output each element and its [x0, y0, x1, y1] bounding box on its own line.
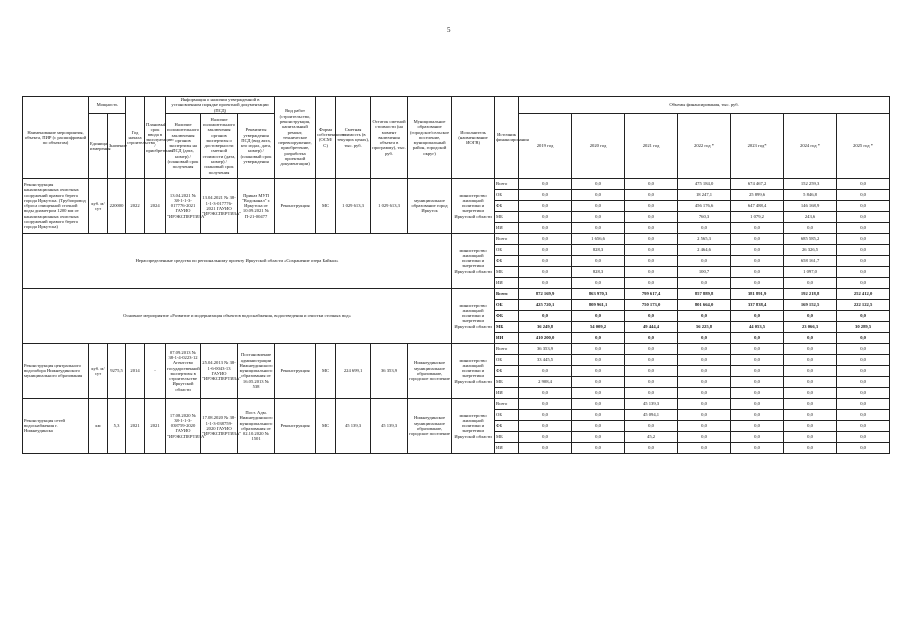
source-label: ИИ: [495, 442, 519, 453]
source-label: Всего: [495, 398, 519, 409]
executor: министерство жилищной политики и энергетики Иркутской области: [452, 178, 495, 233]
start-year: 2022: [126, 178, 145, 233]
funding-value: 799 617,4: [625, 288, 678, 299]
header-year-2021: 2021 год: [625, 113, 678, 178]
header-value: Значение: [108, 113, 126, 178]
header-source: Источник финансирования: [495, 97, 519, 179]
capacity-unit: км: [89, 398, 108, 453]
funding-value: 152 259,3: [784, 178, 837, 189]
funding-value: 0,0: [678, 365, 731, 376]
funding-value: 0,0: [519, 255, 572, 266]
funding-value: 381 891,9: [731, 288, 784, 299]
funding-value: 2 908,4: [519, 376, 572, 387]
capacity-value: 9275,5: [108, 343, 126, 398]
planned-year: -: [145, 343, 166, 398]
header-unit: Единица измерения: [89, 113, 108, 178]
funding-value: 0,0: [837, 332, 890, 343]
header-year-2019: 2019 год: [519, 113, 572, 178]
funding-value: 5 846,8: [784, 189, 837, 200]
funding-value: 0,0: [784, 332, 837, 343]
executor: министерство жилищной политики и энергетики Иркутской области: [452, 288, 495, 343]
funding-value: 2 464,6: [678, 244, 731, 255]
source-label: Всего: [495, 233, 519, 244]
funding-value: 0,0: [784, 376, 837, 387]
funding-value: 0,0: [519, 365, 572, 376]
source-label: МБ: [495, 321, 519, 332]
header-work-type: Вид работ (строительство, реконструкция, капитальный ремонт, техническое перевооружение, приобретение, разработка проектной документации): [275, 97, 316, 179]
source-label: ИИ: [495, 387, 519, 398]
funding-value: 809 961,1: [572, 299, 625, 310]
funding-value: 0,0: [678, 354, 731, 365]
funding-value: 0,0: [837, 343, 890, 354]
funding-value: 0,0: [837, 420, 890, 431]
funding-value: 0,0: [519, 409, 572, 420]
funding-value: 0,0: [784, 409, 837, 420]
approval-details: Постановление администрации Нижнеудинского муниципального образования от 16.05.2013 № 538: [238, 343, 275, 398]
funding-value: 1 079,2: [731, 211, 784, 222]
funding-value: 0,0: [731, 244, 784, 255]
funding-value: 0,0: [731, 376, 784, 387]
work-type: Реконструкция: [275, 343, 316, 398]
funding-value: 0,0: [731, 354, 784, 365]
funding-value: 0,0: [837, 387, 890, 398]
funding-value: 0,0: [572, 376, 625, 387]
source-label: Всего: [495, 178, 519, 189]
object-name: Реконструкция канализационных очистных сооружений правого берега города Иркутска. (Трубопровод сброса очищенной сточной воды диаметром 1200 мм от канализационных очистных сооружений правого берега города Иркутска): [23, 178, 89, 233]
source-label: ОБ: [495, 354, 519, 365]
header-year-2024: 2024 год *: [784, 113, 837, 178]
approval-details: Пост. Адм. Нижнеудинского муниципального образования от 02.10.2020 № 1501: [238, 398, 275, 453]
funding-value: 0,0: [731, 365, 784, 376]
funding-value: 0,0: [519, 266, 572, 277]
funding-value: 0,0: [837, 178, 890, 189]
header-planned-year: Плановый срок ввода в эксплуатацию / приобретения: [145, 97, 166, 179]
source-label: ИИ: [495, 332, 519, 343]
funding-value: 0,0: [678, 255, 731, 266]
header-executor: Исполнитель (наименование ИОГВ): [452, 97, 495, 179]
expertise-cost: 25.04.2013 № 38-1-6-0043-13 ГАУИО "ИРЭКСПЕРТИЗА": [201, 343, 238, 398]
executor: министерство жилищной политики и энергетики Иркутской области: [452, 233, 495, 288]
table-row: [23, 178, 890, 189]
funding-value: 658 161,7: [784, 255, 837, 266]
funding-value: 0,0: [572, 431, 625, 442]
funding-value: 0,0: [731, 409, 784, 420]
funding-value: 0,0: [625, 211, 678, 222]
funding-value: 0,0: [837, 200, 890, 211]
funding-value: 0,0: [572, 354, 625, 365]
funding-value: 0,0: [837, 442, 890, 453]
source-label: ИИ: [495, 277, 519, 288]
funding-value: 0,0: [837, 211, 890, 222]
source-label: ОБ: [495, 189, 519, 200]
header-psd-info: Информация о наличии утвержденной в установленном порядке проектной документации (ПСД): [166, 97, 275, 114]
estimated-cost: 1 029 613,3: [336, 178, 371, 233]
capacity-value: 5,3: [108, 398, 126, 453]
capacity-unit: куб. м/сут: [89, 178, 108, 233]
table-row: [23, 343, 890, 354]
funding-value: 0,0: [519, 277, 572, 288]
section-name: Нераспределенные средства по региональному проекту Иркутской области «Сохранение озера Байкал»: [23, 233, 452, 288]
funding-value: 760,3: [678, 211, 731, 222]
funding-value: 243,6: [784, 211, 837, 222]
funding-value: 0,0: [837, 431, 890, 442]
funding-value: 0,0: [678, 277, 731, 288]
funding-value: 0,0: [519, 200, 572, 211]
funding-value: 0,0: [572, 420, 625, 431]
funding-value: 0,0: [678, 420, 731, 431]
funding-value: 0,0: [572, 442, 625, 453]
funding-value: 0,0: [519, 420, 572, 431]
funding-value: 222 122,5: [837, 299, 890, 310]
funding-value: 252 412,0: [837, 288, 890, 299]
funding-value: 45 094,1: [625, 409, 678, 420]
work-type: Реконструкция: [275, 178, 316, 233]
expertise-cost: 17.08.2020 № 38-1-1-3-038759-2020 ГАУИО "ИРЭКСПЕРТИЗА": [201, 398, 238, 453]
funding-value: 169 152,5: [784, 299, 837, 310]
funding-value: 0,0: [572, 310, 625, 321]
source-label: ФБ: [495, 365, 519, 376]
funding-value: 0,0: [572, 211, 625, 222]
funding-value: 0,0: [572, 178, 625, 189]
funding-value: 0,0: [678, 343, 731, 354]
header-funding: Объемы финансирования, тыс. руб.: [519, 97, 890, 114]
funding-value: 0,0: [519, 387, 572, 398]
expertise-cost: 13.04.2021 № 38-1-1-3-017776-2021 ГАУИО "ИРЭКСПЕРТИЗА": [201, 178, 238, 233]
funding-value: 49 444,4: [625, 321, 678, 332]
funding-value: 0,0: [731, 343, 784, 354]
funding-value: 0,0: [625, 354, 678, 365]
funding-value: 0,0: [572, 255, 625, 266]
ownership: МС: [316, 343, 336, 398]
funding-value: 0,0: [784, 222, 837, 233]
header-estimated-cost: Сметная стоимость (в текущих ценах), тыс. руб.: [336, 97, 371, 179]
funding-value: 647 488,4: [731, 200, 784, 211]
funding-value: 0,0: [731, 431, 784, 442]
funding-value: 828,3: [572, 266, 625, 277]
funding-value: 18 247,1: [678, 189, 731, 200]
funding-value: 863 970,3: [572, 288, 625, 299]
section-name: Основное мероприятие «Развитие и модернизация объектов водоснабжения, водоотведения и очистки сточных вод»: [23, 288, 452, 343]
source-label: МБ: [495, 376, 519, 387]
planned-year: 2021: [145, 398, 166, 453]
header-capacity: Мощность: [89, 97, 126, 114]
funding-value: 44 053,5: [731, 321, 784, 332]
funding-value: 0,0: [784, 398, 837, 409]
funding-value: 0,0: [837, 310, 890, 321]
source-label: ФБ: [495, 255, 519, 266]
funding-value: 0,0: [837, 266, 890, 277]
funding-value: 0,0: [784, 387, 837, 398]
header-name: Наименование мероприятия, объекта, ПИР (с расшифровкой по объектам): [23, 97, 89, 179]
funding-value: 0,0: [519, 211, 572, 222]
funding-value: 0,0: [625, 310, 678, 321]
funding-value: 26 326,5: [784, 244, 837, 255]
header-approval: Реквизиты утверждения ПСД (вид акта, кто издал, дата, номер) / (плановый срок утверждения: [238, 113, 275, 178]
funding-value: 0,0: [784, 310, 837, 321]
funding-value: 45,2: [625, 431, 678, 442]
source-label: ОБ: [495, 299, 519, 310]
source-label: ФБ: [495, 310, 519, 321]
capacity-unit: куб. м/сут: [89, 343, 108, 398]
funding-value: 0,0: [784, 277, 837, 288]
funding-value: 0,0: [678, 431, 731, 442]
funding-value: 56 225,8: [678, 321, 731, 332]
table-row: [23, 233, 890, 244]
header-year-2025: 2025 год *: [837, 113, 890, 178]
source-label: ОБ: [495, 244, 519, 255]
funding-value: 0,0: [731, 332, 784, 343]
object-name: Реконструкция сетей водоснабжения г. Нижнеудинска: [23, 398, 89, 453]
approval-details: Приказ МУП "Водоканал" г. Иркутска от 10.09.2021 № П-21-00477: [238, 178, 275, 233]
funding-value: 0,0: [784, 431, 837, 442]
funding-value: 0,0: [731, 222, 784, 233]
funding-value: 0,0: [625, 277, 678, 288]
funding-value: 857 889,8: [678, 288, 731, 299]
funding-value: 0,0: [625, 343, 678, 354]
funding-value: 872 169,9: [519, 288, 572, 299]
funding-value: 0,0: [678, 332, 731, 343]
ownership: МС: [316, 398, 336, 453]
source-label: МБ: [495, 266, 519, 277]
funding-value: 0,0: [625, 387, 678, 398]
header-start-year: Год начала строительства: [126, 97, 145, 179]
funding-value: 0,0: [625, 420, 678, 431]
funding-value: 0,0: [731, 420, 784, 431]
funding-table: [22, 96, 890, 454]
funding-value: 0,0: [837, 376, 890, 387]
funding-value: 25 899,6: [731, 189, 784, 200]
funding-value: 0,0: [519, 189, 572, 200]
planned-year: 2024: [145, 178, 166, 233]
expertise-psd: 13.04.2021 № 38-1-1-3-017776-2021 ГАУИО "ИРЭКСПЕРТИЗА": [166, 178, 201, 233]
funding-value: 0,0: [572, 387, 625, 398]
funding-value: 0,0: [572, 365, 625, 376]
municipality: муниципальное образование город Иркутск: [408, 178, 452, 233]
funding-value: 0,0: [837, 233, 890, 244]
funding-value: 0,0: [731, 266, 784, 277]
funding-value: 23 066,3: [784, 321, 837, 332]
header-year-2023: 2023 год*: [731, 113, 784, 178]
funding-value: 1 097,0: [784, 266, 837, 277]
funding-value: 0,0: [625, 178, 678, 189]
funding-value: 36 353,9: [519, 343, 572, 354]
funding-value: 0,0: [625, 244, 678, 255]
funding-value: 0,0: [572, 200, 625, 211]
funding-value: 30 289,5: [837, 321, 890, 332]
funding-value: 475 184,0: [678, 178, 731, 189]
funding-value: 0,0: [519, 398, 572, 409]
funding-value: 828,3: [572, 244, 625, 255]
source-label: ИИ: [495, 222, 519, 233]
table-row: [23, 288, 890, 299]
funding-value: 0,0: [837, 277, 890, 288]
funding-value: 0,0: [678, 376, 731, 387]
estimated-cost: 224 699,1: [336, 343, 371, 398]
funding-value: 192 218,8: [784, 288, 837, 299]
funding-value: 0,0: [837, 365, 890, 376]
source-label: ФБ: [495, 420, 519, 431]
municipality: Нижнеудинское муниципальное образование, городское поселение: [408, 343, 452, 398]
funding-value: 0,0: [731, 442, 784, 453]
funding-value: 0,0: [625, 266, 678, 277]
header-expertise-cost: Наличие положительного заключения органов экспертизы о достоверности сметной стоимости (дата, номер) / плановый срок получения: [201, 113, 238, 178]
funding-value: 0,0: [678, 387, 731, 398]
funding-value: 1 656,6: [572, 233, 625, 244]
start-year: 2021: [126, 398, 145, 453]
funding-value: 0,0: [625, 442, 678, 453]
object-name: Реконструкция центрального водозабора Нижнеудинского муниципального образования: [23, 343, 89, 398]
ownership: МС: [316, 178, 336, 233]
funding-value: 0,0: [572, 277, 625, 288]
funding-value: 54 009,2: [572, 321, 625, 332]
funding-value: 0,0: [625, 233, 678, 244]
source-label: Всего: [495, 288, 519, 299]
funding-value: 0,0: [784, 365, 837, 376]
header-municipality: Муниципальное образование (городское/сельское поселение, муниципальный район, городской округ): [408, 97, 452, 179]
funding-value: 674 467,2: [731, 178, 784, 189]
funding-value: 36 249,8: [519, 321, 572, 332]
capacity-value: 220000: [108, 178, 126, 233]
funding-value: 0,0: [731, 255, 784, 266]
source-label: Всего: [495, 343, 519, 354]
work-type: Реконструкция: [275, 398, 316, 453]
start-year: 2014: [126, 343, 145, 398]
funding-value: 0,0: [519, 431, 572, 442]
funding-value: 0,0: [784, 420, 837, 431]
page-number: 5: [447, 26, 451, 34]
remaining-cost: 45 139,3: [371, 398, 408, 453]
funding-value: 0,0: [837, 244, 890, 255]
funding-value: 685 585,2: [784, 233, 837, 244]
funding-value: 0,0: [837, 409, 890, 420]
header-ownership: Форма собственности (ОСМ/С): [316, 97, 336, 179]
funding-value: 0,0: [837, 222, 890, 233]
funding-value: 0,0: [519, 244, 572, 255]
funding-value: 0,0: [678, 398, 731, 409]
funding-value: 0,0: [678, 222, 731, 233]
funding-value: 0,0: [678, 310, 731, 321]
expertise-psd: 17.08.2020 № 38-1-1-3-038759-2020 ГАУИО "ИРЭКСПЕРТИЗА": [166, 398, 201, 453]
funding-value: 0,0: [519, 442, 572, 453]
funding-value: 45 139,3: [625, 398, 678, 409]
funding-value: 0,0: [572, 189, 625, 200]
source-label: ОБ: [495, 409, 519, 420]
funding-value: 0,0: [625, 222, 678, 233]
funding-value: 0,0: [837, 354, 890, 365]
header-year-2020: 2020 год: [572, 113, 625, 178]
funding-value: 0,0: [519, 178, 572, 189]
funding-value: 0,0: [572, 409, 625, 420]
municipality: Нижнеудинское муниципальное образование, городское поселение: [408, 398, 452, 453]
source-label: МБ: [495, 431, 519, 442]
funding-value: 0,0: [678, 409, 731, 420]
header-remaining-cost: Остаток сметной стоимости (на момент включения объекта в программу), тыс. руб.: [371, 97, 408, 179]
header-year-2022: 2022 год *: [678, 113, 731, 178]
funding-value: 456 176,6: [678, 200, 731, 211]
funding-value: 0,0: [519, 222, 572, 233]
funding-value: 0,0: [625, 332, 678, 343]
funding-value: 0,0: [731, 233, 784, 244]
funding-value: 0,0: [784, 343, 837, 354]
funding-value: 801 664,0: [678, 299, 731, 310]
expertise-psd: 07.09.2013 № 38-1-4-0223-12 Агентство государственной экспертизы в строительстве Иркутской области: [166, 343, 201, 398]
funding-value: 0,0: [837, 255, 890, 266]
funding-value: 0,0: [625, 189, 678, 200]
header-expertise-psd: Наличие положительного заключения органов экспертизы на ПСД (дата, номер) / (плановый срок получения: [166, 113, 201, 178]
funding-value: 0,0: [625, 365, 678, 376]
funding-value: 0,0: [519, 310, 572, 321]
funding-value: 33 445,5: [519, 354, 572, 365]
funding-value: 0,0: [572, 398, 625, 409]
funding-value: 2 565,3: [678, 233, 731, 244]
funding-value: 0,0: [572, 222, 625, 233]
funding-value: 146 168,9: [784, 200, 837, 211]
funding-value: 100,7: [678, 266, 731, 277]
funding-value: 0,0: [837, 398, 890, 409]
remaining-cost: 36 353,9: [371, 343, 408, 398]
funding-value: 0,0: [572, 332, 625, 343]
funding-value: 410 200,0: [519, 332, 572, 343]
funding-value: 0,0: [519, 233, 572, 244]
funding-value: 0,0: [784, 354, 837, 365]
funding-value: 0,0: [625, 376, 678, 387]
funding-value: 0,0: [731, 310, 784, 321]
funding-value: 0,0: [625, 200, 678, 211]
funding-value: 0,0: [731, 387, 784, 398]
table-row: [23, 398, 890, 409]
funding-value: 0,0: [731, 277, 784, 288]
estimated-cost: 45 139,3: [336, 398, 371, 453]
funding-value: 0,0: [625, 255, 678, 266]
source-label: МБ: [495, 211, 519, 222]
funding-value: 425 720,1: [519, 299, 572, 310]
funding-value: 0,0: [731, 398, 784, 409]
source-label: ФБ: [495, 200, 519, 211]
executor: министерство жилищной политики и энергетики Иркутской области: [452, 343, 495, 398]
funding-value: 0,0: [784, 442, 837, 453]
funding-value: 0,0: [678, 442, 731, 453]
remaining-cost: 1 029 613,3: [371, 178, 408, 233]
funding-value: 750 173,0: [625, 299, 678, 310]
funding-value: 0,0: [837, 189, 890, 200]
funding-value: 0,0: [572, 343, 625, 354]
funding-value: 337 838,4: [731, 299, 784, 310]
executor: министерство жилищной политики и энергетики Иркутской области: [452, 398, 495, 453]
